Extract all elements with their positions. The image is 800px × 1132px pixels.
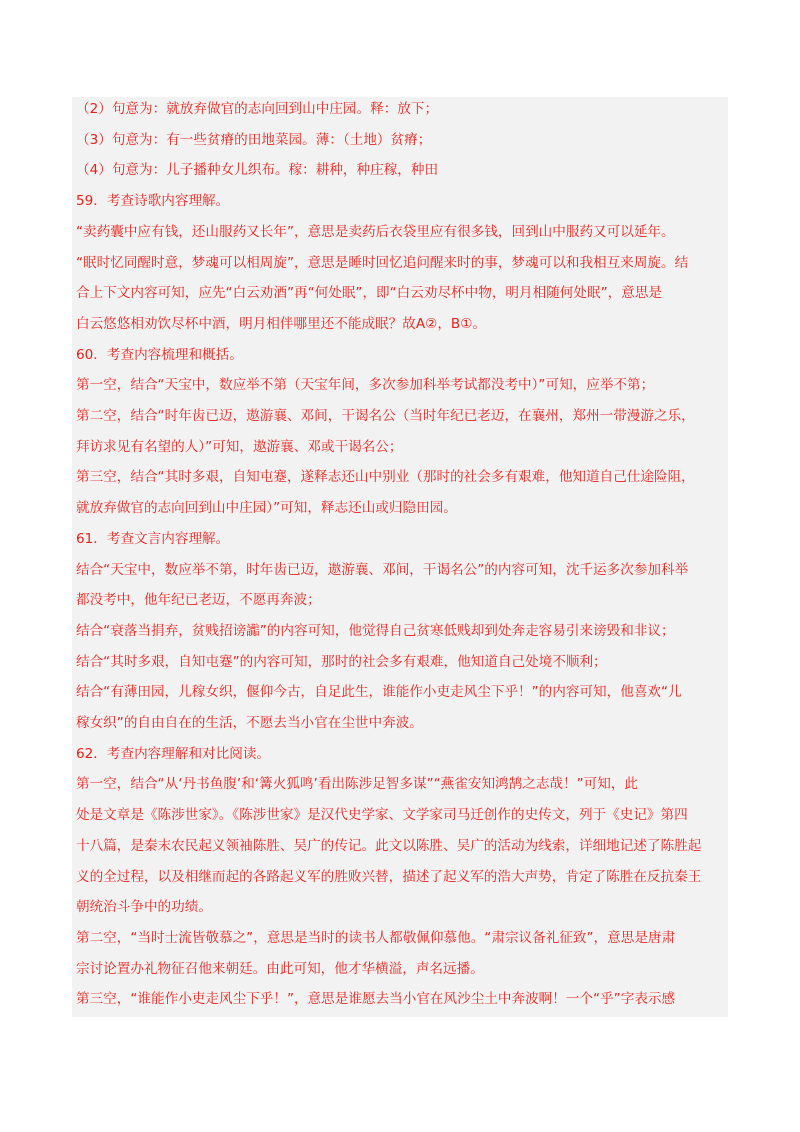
text-line: 合上下文内容可知，应先“白云劝酒”再“何处眠”，即“白云劝尽杯中物，明月相随何处眠”，意思是	[76, 285, 663, 302]
text-line: 就放弃做官的志向回到山中庄园）”可知，释志还山或归隐田园。	[76, 500, 457, 517]
text-line: 第二空，结合“时年齿已迈，遨游襄、邓间，干谒名公（当时年纪已老迈，在襄州，郑州一带漫游之乐，	[76, 408, 695, 424]
text-line: 白云悠悠相劝饮尽杯中酒，明月相伴哪里还不能成眠？故A②，B①。	[76, 315, 487, 332]
text-line: （4）句意为：儿子播种女儿织布。稼：耕种，种庄稼，种田	[76, 162, 439, 179]
text-line: 都没考中，他年纪已老迈，不愿再奔波；	[76, 592, 321, 609]
text-line: （2）句意为：就放弃做官的志向回到山中庄园。释：放下；	[76, 101, 439, 117]
text-line: 结合“有薄田园，儿稼女织，偃仰今古，自足此生，谁能作小吏走风尘下乎！”的内容可知，他喜欢“儿	[76, 684, 682, 701]
text-line: “眠时忆同醒时意，梦魂可以相周旋”，意思是睡时回忆追问醒来时的事，梦魂可以和我相互来周旋。结	[76, 254, 689, 271]
text-line: 第三空，结合“其时多艰，自知屯蹇，遂释志还山中别业（那时的社会多有艰难，他知道自己仕途险阻，	[76, 469, 695, 486]
text-line: 第一空，结合“天宝中，数应举不第（天宝年间，多次参加科举考试都没考中）”可知，应举不第；	[76, 377, 655, 394]
text-line: 61．考查文言内容理解。	[76, 530, 230, 547]
text-line: 处是文章是《陈涉世家》。《陈涉世家》是汉代史学家、文学家司马迁创作的史传文，列于《史记》第四	[76, 807, 688, 824]
text-line: （3）句意为：有一些贫瘠的田地菜园。薄：（土地）贫瘠；	[76, 131, 432, 148]
text-line: 62．考查内容理解和对比阅读。	[76, 745, 271, 762]
text-line: 拜访求见有名望的人）”可知，遨游襄、邓或干谒名公；	[76, 438, 403, 455]
text-line: 宗讨论置办礼物征召他来朝廷。由此可知，他才华横溢，声名远播。	[76, 960, 484, 977]
text-line: 第一空，结合“从‘丹书鱼腹’和‘篝火狐鸣’看出陈涉足智多谋”“燕雀安知鸿鹄之志哉！”可知，此	[76, 776, 639, 793]
text-line: 59．考查诗歌内容理解。	[76, 193, 230, 210]
text-line: “卖药囊中应有钱，还山服药又长年”，意思是卖药后衣袋里应有很多钱，回到山中服药又可以延年。	[76, 223, 675, 240]
text-line: 第三空，“谁能作小吏走风尘下乎！”，意思是谁愿去当小官在风沙尘土中奔波啊！一个“乎”字表示感	[76, 991, 676, 1008]
text-line: 60．考查内容梳理和概括。	[76, 346, 243, 363]
text-line: 结合“天宝中，数应举不第，时年齿已迈，遨游襄、邓间，干谒名公”的内容可知，沈千运多次参加科举	[76, 561, 689, 578]
text-line: 稼女织”的自由自在的生活，不愿去当小官在尘世中奔波。	[76, 715, 423, 731]
text-line: 结合“其时多艰，自知屯蹇”的内容可知，那时的社会多有艰难，他知道自己处境不顺利；	[76, 653, 607, 670]
text-line: 义的全过程，以及相继而起的各路起义军的胜败兴替，描述了起义军的浩大声势，肯定了陈胜在反抗秦王	[76, 868, 702, 885]
answer-text-panel	[72, 97, 728, 1017]
text-line: 第二空，“当时士流皆敬慕之”，意思是当时的读书人都敬佩仰慕他。“肃宗议备礼征致”，意思是唐肃	[76, 929, 676, 946]
text-line: 结合“衰落当捐弃，贫贱招谤讟”的内容可知，他觉得自己贫寒低贱却到处奔走容易引来谤毁和非议；	[76, 622, 675, 639]
text-line: 朝统治斗争中的功绩。	[76, 899, 212, 916]
text-line: 十八篇，是秦末农民起义领袖陈胜、吴广的传记。此文以陈胜、吴广的活动为线索，详细地记述了陈胜起	[76, 837, 702, 854]
